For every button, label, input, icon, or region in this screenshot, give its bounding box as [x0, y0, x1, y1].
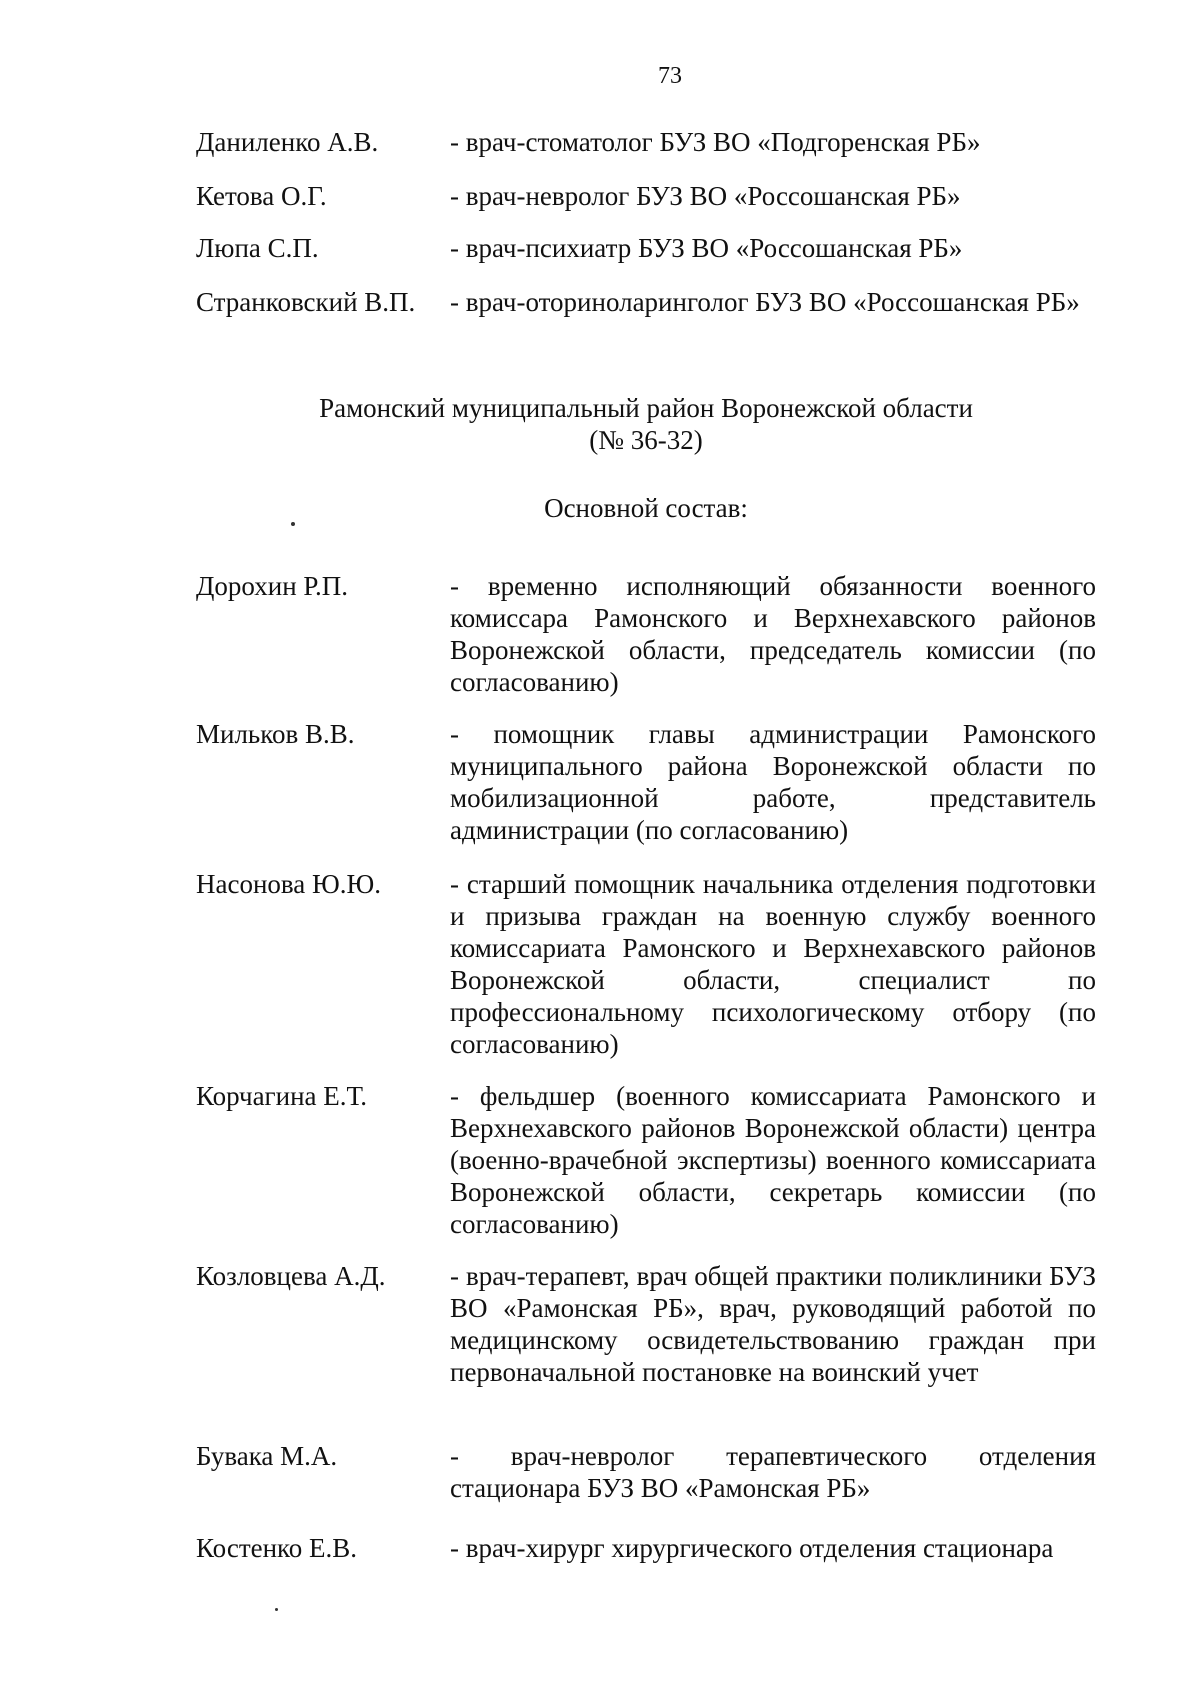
person-name: Бувака М.А. — [196, 1441, 338, 1471]
person-name: Кетова О.Г. — [196, 181, 327, 211]
person-role: - врач-терапевт, врач общей практики поликлиники БУЗ ВО «Рамонская РБ», врач, руководящий работой по медицинскому освидетельствованию граждан при первоначальной постановке на воинский учет — [450, 1261, 1096, 1387]
person-name: Мильков В.В. — [196, 719, 355, 749]
person-name: Корчагина Е.Т. — [196, 1081, 368, 1111]
section-title-line-1: Рамонский муниципальный район Воронежской области — [319, 393, 973, 423]
person-role: - врач-оториноларинголог БУЗ ВО «Россошанская РБ» — [450, 287, 1080, 317]
person-role: - врач-хирург хирургического отделения стационара — [450, 1533, 1054, 1563]
person-role: - старший помощник начальника отделения подготовки и призыва граждан на военную службу военного комиссариата Рамонского и Верхнехавского районов Воронежской области, специалист по профессиональному психологическому отбору (по согласованию) — [450, 869, 1096, 1059]
page-number: 73 — [658, 63, 682, 89]
person-role: - врач-невролог БУЗ ВО «Россошанская РБ» — [450, 181, 961, 211]
person-name: Костенко Е.В. — [196, 1533, 358, 1563]
person-role: - врач-психиатр БУЗ ВО «Россошанская РБ» — [450, 233, 963, 263]
person-name: Люпа С.П. — [196, 233, 319, 263]
section-title-line-2: (№ 36-32) — [589, 425, 703, 455]
person-name: Даниленко А.В. — [196, 127, 379, 157]
person-role: - помощник главы администрации Рамонского муниципального района Воронежской области по мобилизационной работе, представитель администрации (по согласованию) — [450, 719, 1096, 845]
scan-speck — [291, 522, 295, 526]
person-name: Насонова Ю.Ю. — [196, 869, 382, 899]
person-name: Козловцева А.Д. — [196, 1261, 386, 1291]
section-title — [196, 392, 1096, 456]
person-name: Дорохин Р.П. — [196, 571, 349, 601]
scan-speck — [275, 1608, 278, 1611]
person-role: - врач-стоматолог БУЗ ВО «Подгоренская РБ» — [450, 127, 981, 157]
person-role: - временно исполняющий обязанности военного комиссара Рамонского и Верхнехавского районов Воронежской области, председатель комиссии (по согласованию) — [450, 571, 1096, 697]
person-name: Странковский В.П. — [196, 287, 416, 317]
person-role: - фельдшер (военного комиссариата Рамонского и Верхнехавского районов Воронежской области) центра (военно-врачебной экспертизы) военного комиссариата Воронежской области, секретарь комиссии (по согласованию) — [450, 1081, 1096, 1239]
person-role: - врач-невролог терапевтического отделения стационара БУЗ ВО «Рамонская РБ» — [450, 1441, 1096, 1503]
section-subtitle: Основной состав: — [544, 493, 748, 523]
